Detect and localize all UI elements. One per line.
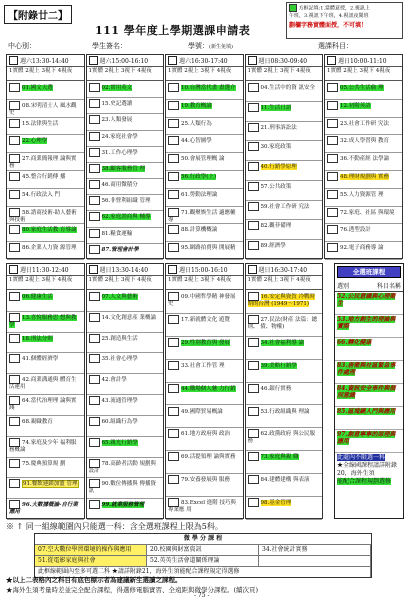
course-item[interactable]: 54.行政法入 門 [7, 189, 84, 207]
course-item[interactable]: 50.會展管理概 論 [166, 153, 243, 171]
course-item[interactable]: 25.人類行為 [166, 118, 243, 136]
slot-checkbox[interactable] [89, 265, 98, 274]
timeslot-header: 週日16:30-17:40 [246, 264, 323, 276]
course-item[interactable]: 25.創造與生活 [87, 333, 164, 354]
special-header: 全選班課程 [337, 266, 401, 278]
course-item[interactable]: 10.台灣當代畫 畫選介 [166, 82, 243, 100]
course-item[interactable]: 99.就業服務管理 [87, 499, 164, 520]
course-item[interactable]: 15.史記選讀 [87, 98, 164, 114]
mode-options: 1實體 2視上 3視下 4視夜 [166, 67, 243, 81]
course-item[interactable]: 53.行政組織與 理論 [246, 406, 323, 429]
course-item[interactable]: 11.生活日語 [246, 102, 323, 122]
course-item[interactable]: 88.計算機概論 [166, 224, 243, 242]
slot-checkbox[interactable] [9, 56, 18, 65]
course-item[interactable]: 73.家庭與親 職 [246, 451, 323, 474]
course-item[interactable]: 14.文化創意產 業概論 [87, 312, 164, 333]
course-item[interactable]: 80.家庭生活教 育導論 [7, 224, 84, 242]
course-item[interactable]: 62.家庭諮商與 輔導 [87, 211, 164, 227]
course-item[interactable]: 16.安定與資賀 冷戰時期的台灣 (1949～1971) [246, 291, 323, 314]
course-item[interactable]: 27.民法(財產 法篇：總則、 債、物權) [246, 314, 323, 337]
course-item[interactable]: 06.健康生活 [7, 291, 84, 312]
course-item[interactable]: 86.企業人力資 源管理 [7, 242, 84, 260]
mode-options: 1實體 2視上 3視下 4視夜 [166, 276, 243, 290]
timeslot-3 [245, 54, 324, 259]
course-item[interactable]: 83.Excel 進階 技巧與專業應 用 [166, 497, 243, 520]
footnote: ※ ↑ 同一組線範圍內只能選一科：含全選班課程上限為5科。 [6, 522, 223, 531]
course-item[interactable]: 84.建體建構 與表演 [246, 474, 323, 497]
timeslot-header: 週日10:00-11:10 [325, 55, 402, 67]
micro-credit-table: 微 學 分 課 程 07.空大數位學習環境的操作與應用 20.校園與財富資訊 34.社會統計實務 51.從電影家庭與社會 52.英英生活會道關係理論 此框線範圍內至多可選二科 ★請詳附錄21，海外生須能配合課程規定得選修 [34, 533, 372, 578]
timeslot-header: 週日11:30-12:40 [7, 264, 84, 276]
course-item[interactable]: 24.家庭社會學 [87, 131, 164, 147]
course-item[interactable]: 27.商業簡報理 論與實務 [7, 153, 84, 171]
course-item[interactable]: 35.社會心理學 [87, 353, 164, 374]
timeslot-4 [324, 54, 403, 259]
course-item[interactable]: 58.諮商技術-助人藝術與技術 [7, 207, 84, 225]
course-item[interactable]: 12.初階英語 [325, 100, 402, 118]
course-item[interactable]: 05.公共生活倫 理 [325, 82, 402, 100]
course-item[interactable]: 41.個體經濟學 [7, 353, 84, 374]
course-item[interactable]: 78.高齡者活動 規劃與設計 [87, 458, 164, 479]
course-item[interactable]: 42.會計學 [87, 374, 164, 395]
course-item[interactable]: 21.刑事訴訟法 [246, 122, 323, 142]
course-item[interactable]: 59.社會工作研 究法 [246, 201, 323, 221]
course-item[interactable]: 57.公共政策 [246, 181, 323, 201]
course-item[interactable]: 87.管理會計學 [87, 244, 164, 260]
course-item[interactable]: 44.心智圖學 [166, 135, 243, 153]
id-label: 學號：(新生免填) [188, 42, 233, 50]
legend-box: 方框記填:1.當體意授，2.視訊上 午班，3.視訊下午班，4.視訊夜間班 劃欄字務實體面授，不可填！ [286, 2, 403, 39]
course-item[interactable]: 32.成人學習與 教育 [325, 135, 402, 153]
course-item[interactable]: 69.活提領理 論與實務 [166, 451, 243, 474]
timeslot-0 [6, 54, 85, 259]
special-course-item[interactable]: 66.轉化健康 [335, 338, 403, 361]
timeslot-1 [86, 54, 165, 259]
center-label: 中心別： [8, 42, 36, 50]
course-item[interactable]: 61.地方政府與 政治 [166, 428, 243, 451]
selected-label: 選課科目： [318, 42, 353, 50]
timeslot-header: 週日08:30-09:40 [246, 55, 323, 67]
course-item[interactable]: 79.安養發展與 服務 [166, 474, 243, 497]
course-item[interactable]: 76.透型設計 [325, 224, 402, 242]
course-item[interactable]: 17.新就體文化 遊覽 [166, 314, 243, 337]
mode-options: 1實體 2視上 3視下 4視夜 [7, 276, 84, 290]
special-course-box [334, 263, 404, 519]
course-item[interactable]: 96.大數據概論-自行業應用 [7, 499, 84, 520]
course-item[interactable]: 23.社會工作研 究法 [325, 118, 402, 136]
slot-checkbox[interactable] [248, 56, 257, 65]
course-item[interactable]: 92.電子商務導 論 [325, 242, 402, 260]
course-item[interactable]: 61.勞動法理論 [166, 189, 243, 207]
course-item[interactable]: 30.家庭政策 [246, 141, 323, 161]
course-item[interactable]: 40.行銷學原理 [246, 161, 323, 181]
mode-options: 1實體 2視上 3視下 4視夜 [87, 276, 164, 290]
mode-options: 1實體 2視上 3視下 4視夜 [325, 67, 402, 81]
timeslot-7 [165, 263, 244, 519]
slot-checkbox[interactable] [327, 56, 336, 65]
course-item[interactable]: 60.組織行為學 [87, 416, 164, 437]
course-item[interactable]: 33.社會工作管 理 [166, 360, 243, 383]
mode-options: 1實體 2視上 3視下 4視夜 [246, 276, 323, 290]
note-highlight: ★以上二表格內之科目有底色標示者為建議新生選讀之課程。 [6, 576, 182, 584]
course-item[interactable]: 34.社會福利導 論 [246, 337, 323, 360]
course-item[interactable]: 07.人文與藝術 [87, 291, 164, 312]
course-item[interactable]: 45.整合行銷傳 播 [7, 171, 84, 189]
course-item[interactable]: 90.數位傳播與 傳播資訊 [87, 478, 164, 499]
slot-checkbox[interactable] [168, 265, 177, 274]
special-foot: 此處內不限選一科 ★全線國課程請詳附錄20，海外生須 能配合課程規劃選修 [337, 454, 398, 485]
timeslot-6 [86, 263, 165, 519]
course-item[interactable]: 75.慶典預算規 劃 [7, 458, 84, 479]
course-item[interactable]: 13.喜悅服務思 想與教學 [7, 312, 84, 333]
course-item[interactable]: 91.餐飲連鎖加盟 管理 [7, 478, 84, 499]
course-item[interactable]: 15.法律與生活 [7, 118, 84, 136]
course-item[interactable]: 48.理財規劃與 實務 [325, 171, 402, 189]
form-title: 111 學年度上學期選課申請表 [95, 24, 251, 37]
mode-options: 1實體 2視上 3視下 4視夜 [246, 67, 323, 81]
course-item[interactable]: 09.中國哲學精 神發展史 [166, 291, 243, 314]
mode-options: 1實體 2視上 3視下 4視夜 [7, 67, 84, 81]
special-course-item[interactable]: 53.地方創生的理論與實際 [335, 315, 403, 338]
course-item[interactable]: 89.經濟學 [246, 240, 323, 260]
timeslot-header: 週六16:30-17:40 [166, 55, 243, 67]
mode-options: 1實體 2視上 3視下 4視夜 [87, 67, 164, 81]
timeslot-header: 週日13:30-14:40 [87, 264, 164, 276]
timeslot-2 [165, 54, 244, 259]
special-course-item[interactable]: 83.唐衛與社區緊急事件處理 [335, 361, 403, 384]
note-overseas: ★海外生須考量時差並完全配合課程，得選修電腦實習、全遠距與微學分課程。(續次頁) [6, 586, 259, 594]
legend-swatch [289, 4, 297, 12]
course-item[interactable]: 62.政黨政府 與公民服務 [246, 428, 323, 451]
course-item[interactable]: 49.國際貿易概論 [166, 406, 243, 429]
course-item[interactable]: 02.實用英文 [87, 82, 164, 98]
appendix-badge: 【附錄廿二】 [4, 5, 72, 24]
course-item[interactable]: 71.觀聚娛生活 適應輔導 [166, 207, 243, 225]
slot-checkbox[interactable] [248, 265, 257, 274]
course-item[interactable]: 38.顧客服務管 理 [87, 163, 164, 179]
course-item[interactable]: 81.糧食運輸 [87, 228, 164, 244]
student-label: 學生簽名： [92, 42, 127, 50]
course-item[interactable]: 29.性別教育與 發展 [166, 337, 243, 360]
course-item[interactable]: 19.教育概論 [166, 100, 243, 118]
course-item[interactable]: 55.人力資源管 理 [325, 189, 402, 207]
timeslot-8 [245, 263, 324, 519]
slot-checkbox[interactable] [168, 56, 177, 65]
course-item[interactable]: 22.心理學 [7, 135, 84, 153]
course-item[interactable]: 98.基金管理 [246, 497, 323, 520]
course-item[interactable]: 42.商業溝通與 體育生活運用 [7, 374, 84, 395]
special-course-item[interactable]: 85.區塊鏈人門與應用 [335, 407, 403, 430]
page-number: - 75 - [194, 592, 210, 599]
course-item[interactable]: 95.網路拍賣與 開展精 [166, 242, 243, 260]
special-course-item[interactable]: 97.創意寧寧的原理與應用 [335, 430, 403, 453]
course-item[interactable]: 56.非營利組織 管理 [87, 195, 164, 211]
course-item[interactable]: 74.家庭及少年 福利服務概論 [7, 437, 84, 458]
course-item[interactable]: 46.銀行實務 [246, 383, 323, 406]
course-item[interactable]: 46.商用微積分 [87, 179, 164, 195]
course-item[interactable]: 72.家庭、社區 與環境 [325, 207, 402, 225]
slot-checkbox[interactable] [89, 56, 98, 65]
course-item[interactable]: 36.不動產經 法學論 [325, 153, 402, 171]
course-item[interactable]: 68.親職教育 [7, 416, 84, 437]
slot-checkbox[interactable] [9, 265, 18, 274]
course-item[interactable]: 31.工作心理學 [87, 147, 164, 163]
course-item[interactable]: 01.國文天選 [7, 82, 84, 100]
course-item[interactable]: 64.當代治理理 論與實踐 [7, 395, 84, 416]
course-item[interactable]: 39.美略行銷學 [246, 360, 323, 383]
course-item[interactable]: 56.行政學(上) [166, 171, 243, 189]
timeslot-header: 週六15:00-16:10 [87, 55, 164, 67]
course-item[interactable]: 04.生活中的資 訊安全 [246, 82, 323, 102]
special-course-item[interactable]: 52.公民意識與心理衛生 [335, 292, 403, 315]
timeslot-5 [6, 263, 85, 519]
course-item[interactable]: 82.觀菲備理 [246, 220, 323, 240]
timeslot-header: 週六13:30-14:40 [7, 55, 84, 67]
course-item[interactable]: 23.人類發展 [87, 114, 164, 130]
course-item[interactable]: 18.刑法分則 [7, 333, 84, 354]
course-item[interactable]: 44.購場個人魅 力行銷 [166, 383, 243, 406]
timeslot-header: 週日15:00-16:10 [166, 264, 243, 276]
course-item[interactable]: 08.宋明清士人 風水觀史 [7, 100, 84, 118]
special-course-item[interactable]: 84.資訊安全事件與個別意識 [335, 384, 403, 407]
special-colheader: 選別 科目名稱 [335, 280, 403, 292]
course-item[interactable]: 43.流通管理學 [87, 395, 164, 416]
course-item[interactable]: 65.親光行銷學 [87, 437, 164, 458]
